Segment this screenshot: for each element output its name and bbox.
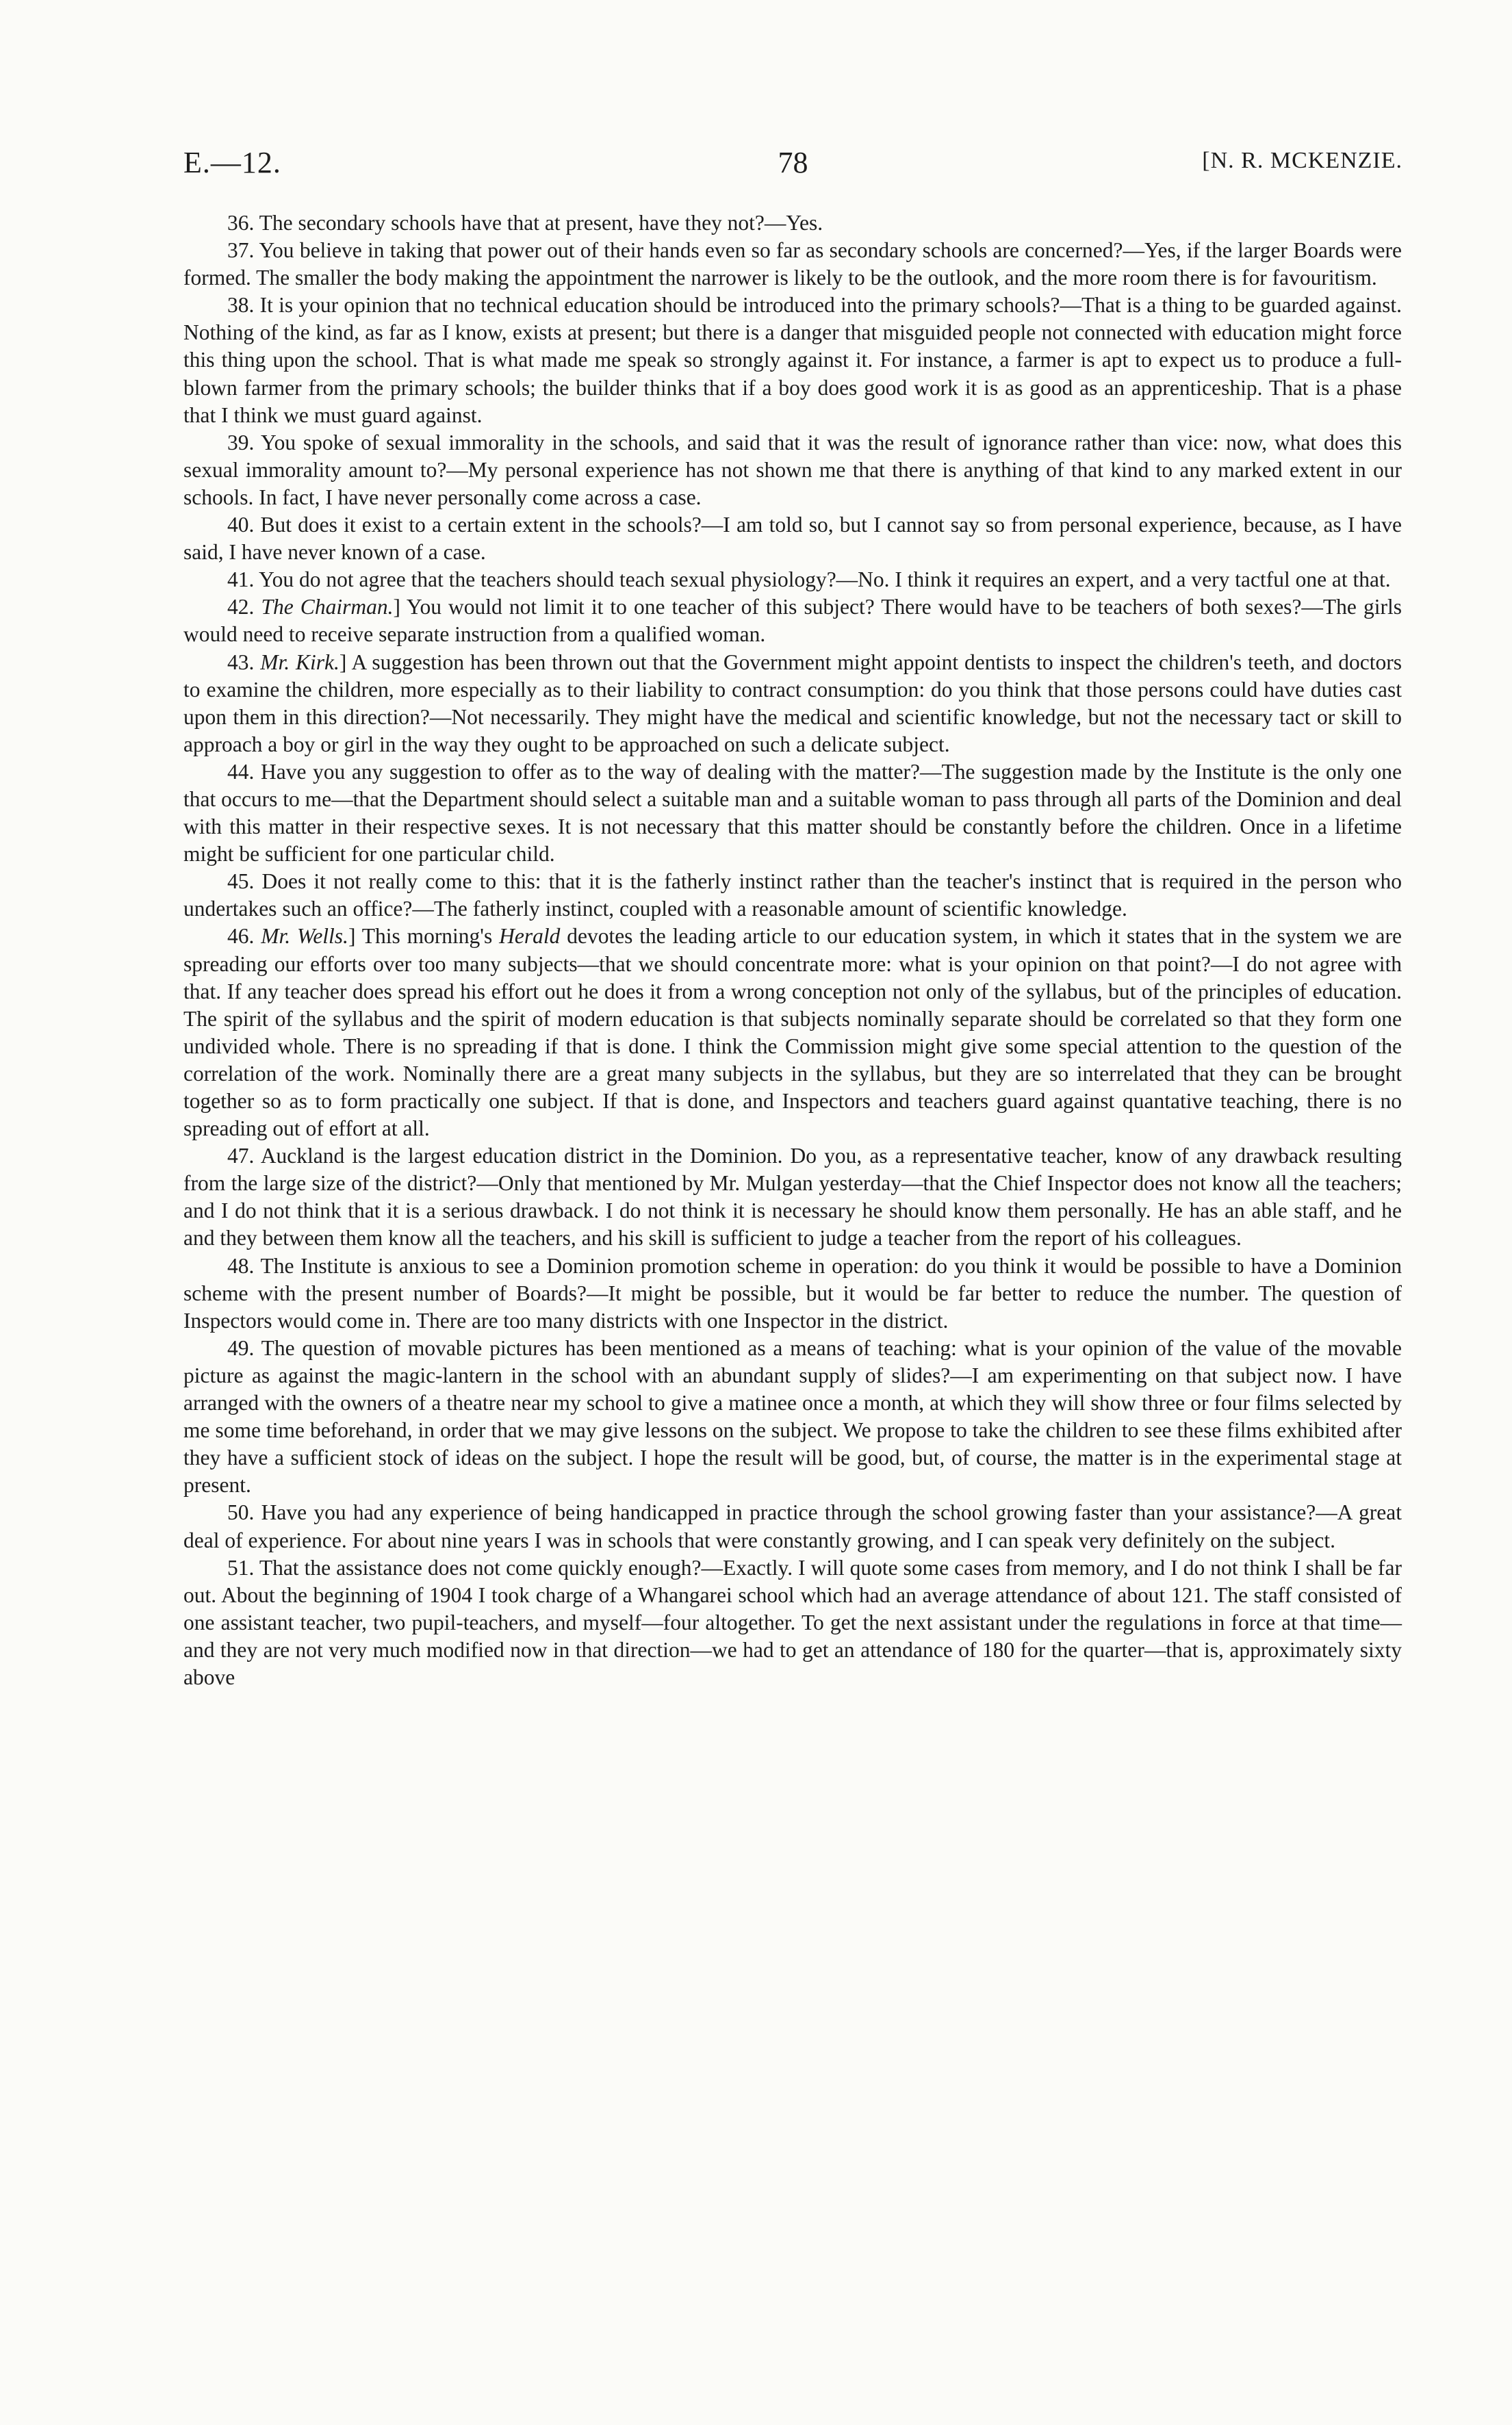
paragraph-43: 43. Mr. Kirk.] A suggestion has been thrown out that the Government might appoint dentists to inspect the children's teeth, and doctors to examine the children, more especially as to their liability to contract consumption: do you think that those persons could have duties cast upon them in this direction?—Not necessarily. They might have the medical and scientific knowledge, but not the necessary tact or skill to approach a boy or girl in the way they ought to be approached on such a delicate subject. <box>183 650 1402 756</box>
witness-name: [N. R. MCKENZIE. <box>1202 148 1402 173</box>
paragraph-38: 38. It is your opinion that no technical education should be introduced into the primary schools?—That is a thing to be guarded against. Nothing of the kind, as far as I know, exists at present; but there is a danger that misguided people not connected with education might force this thing upon the school. That is what made me speak so strongly against it. For instance, a farmer is apt to expect us to produce a full-blown farmer from the primary schools; the builder thinks that if a boy does good work it is as good as an apprenticeship. That is a phase that I think we must guard against. <box>183 293 1402 427</box>
paragraph-39: 39. You spoke of sexual immorality in the schools, and said that it was the result of ignorance rather than vice: now, what does this sexual immorality amount to?—My personal experience has not shown me that there is anything of that kind to any marked extent in our schools. In fact, I have never personally come across a case. <box>183 430 1402 509</box>
paragraph-47: 47. Auckland is the largest education district in the Dominion. Do you, as a representative teacher, know of any drawback resulting from the large size of the district?—Only that mentioned by Mr. Mulgan yesterday—that the Chief Inspector does not know all the teachers; and I do not think that it is a serious drawback. I do not think it is necessary he should know them personally. He has an able staff, and he and they between them know all the teachers, and his skill is sufficient to judge a teacher from the report of his colleagues. <box>183 1144 1402 1250</box>
page-number: 78 <box>778 146 808 179</box>
speaker-name: Mr. Kirk. <box>260 650 339 674</box>
paragraph-49: 49. The question of movable pictures has been mentioned as a means of teaching: what is your opinion of the value of the movable picture as against the magic-lantern in the school with an abundant supply of slides?—I am experimenting on that subject now. I have arranged with the owners of a theatre near my school to give a matinee once a month, at which they will show three or four films selected by me some time beforehand, in order that we may give lessons on the subject. We propose to take the children to see these films exhibited after they have a sufficient stock of ideas on the subject. I hope the result will be good, but, of course, the matter is in the experimental stage at present. <box>183 1335 1402 1498</box>
paragraph-44: 44. Have you any suggestion to offer as to the way of dealing with the matter?—The suggestion made by the Institute is the only one that occurs to me—that the Department should select a suitable man and a suitable woman to pass through all parts of the Dominion and deal with this matter in their respective sexes. It is not necessary that this matter should be constantly before the children. Once in a lifetime might be sufficient for one particular child. <box>183 759 1402 867</box>
paragraph-41: 41. You do not agree that the teachers should teach sexual physiology?—No. I think it requires an expert, and a very tactful one at that. <box>227 567 1391 592</box>
document-reference: E.—12. <box>183 146 281 179</box>
page-header <box>183 145 1402 186</box>
document-body <box>183 209 1402 1691</box>
paragraph-37: 37. You believe in taking that power out of their hands even so far as secondary schools are concerned?—Yes, if the larger Boards were formed. The smaller the body making the appointment the narrower is likely to be the outlook, and the more room there is for favouritism. <box>183 238 1402 290</box>
paragraph-48: 48. The Institute is anxious to see a Dominion promotion scheme in operation: do you think it would be possible to have a Dominion scheme with the present number of Boards?—It might be possible, but it would be far better to reduce the number. The question of Inspectors would come in. There are too many districts with one Inspector in the district. <box>183 1253 1402 1333</box>
paragraph-42: 42. The Chairman.] You would not limit it to one teacher of this subject? There would have to be teachers of both sexes?—The girls would need to receive separate instruction from a qualified woman. <box>183 595 1402 647</box>
paragraph-50: 50. Have you had any experience of being handicapped in practice through the school growing faster than your assistance?—A great deal of experience. For about nine years I was in schools that were constantly growing, and I can speak very definitely on the subject. <box>183 1500 1402 1552</box>
speaker-name: Mr. Wells. <box>261 924 348 949</box>
paragraph-45: 45. Does it not really come to this: that it is the fatherly instinct rather than the teacher's instinct that is required in the person who undertakes such an office?—The fatherly instinct, coupled with a reasonable amount of scientific knowledge. <box>183 869 1402 921</box>
speaker-name: The Chairman. <box>261 595 394 619</box>
paragraph-40: 40. But does it exist to a certain extent in the schools?—I am told so, but I cannot say so from personal experience, because, as I have said, I have never known of a case. <box>183 513 1402 565</box>
paragraph-51: 51. That the assistance does not come quickly enough?—Exactly. I will quote some cases from memory, and I do not think I shall be far out. About the beginning of 1904 I took charge of a Whangarei school which had an average attendance of about 121. The staff consisted of one assistant teacher, two pupil-teachers, and myself—four altogether. To get the next assistant under the regulations in force at that time—and they are not very much modified now in that direction—we had to get an attendance of 180 for the quarter—that is, approximately sixty above <box>183 1555 1402 1689</box>
paragraph-46: 46. Mr. Wells.] This morning's Herald devotes the leading article to our education system, in which it states that in the system we are spreading our efforts over too many subjects—that we should concentrate more: what is your opinion on that point?—I do not agree with that. If any teacher does spread his effort out he does it from a wrong conception not only of the syllabus, but of the principles of education. The spirit of the syllabus and the spirit of modern education is that subjects nominally separate should be correlated so that they form one undivided whole. There is no spreading if that is done. I think the Commission might give some special attention to the question of the correlation of the work. Nominally there are a great many subjects in the syllabus, but they are so interrelated that they can be brought together so as to form practically one subject. If that is done, and Inspectors and teachers guard against quantative teaching, there is no spreading out of effort at all. <box>183 924 1402 1141</box>
newspaper-title: Herald <box>499 924 561 949</box>
paragraph-36: 36. The secondary schools have that at present, have they not?—Yes. <box>227 211 823 235</box>
